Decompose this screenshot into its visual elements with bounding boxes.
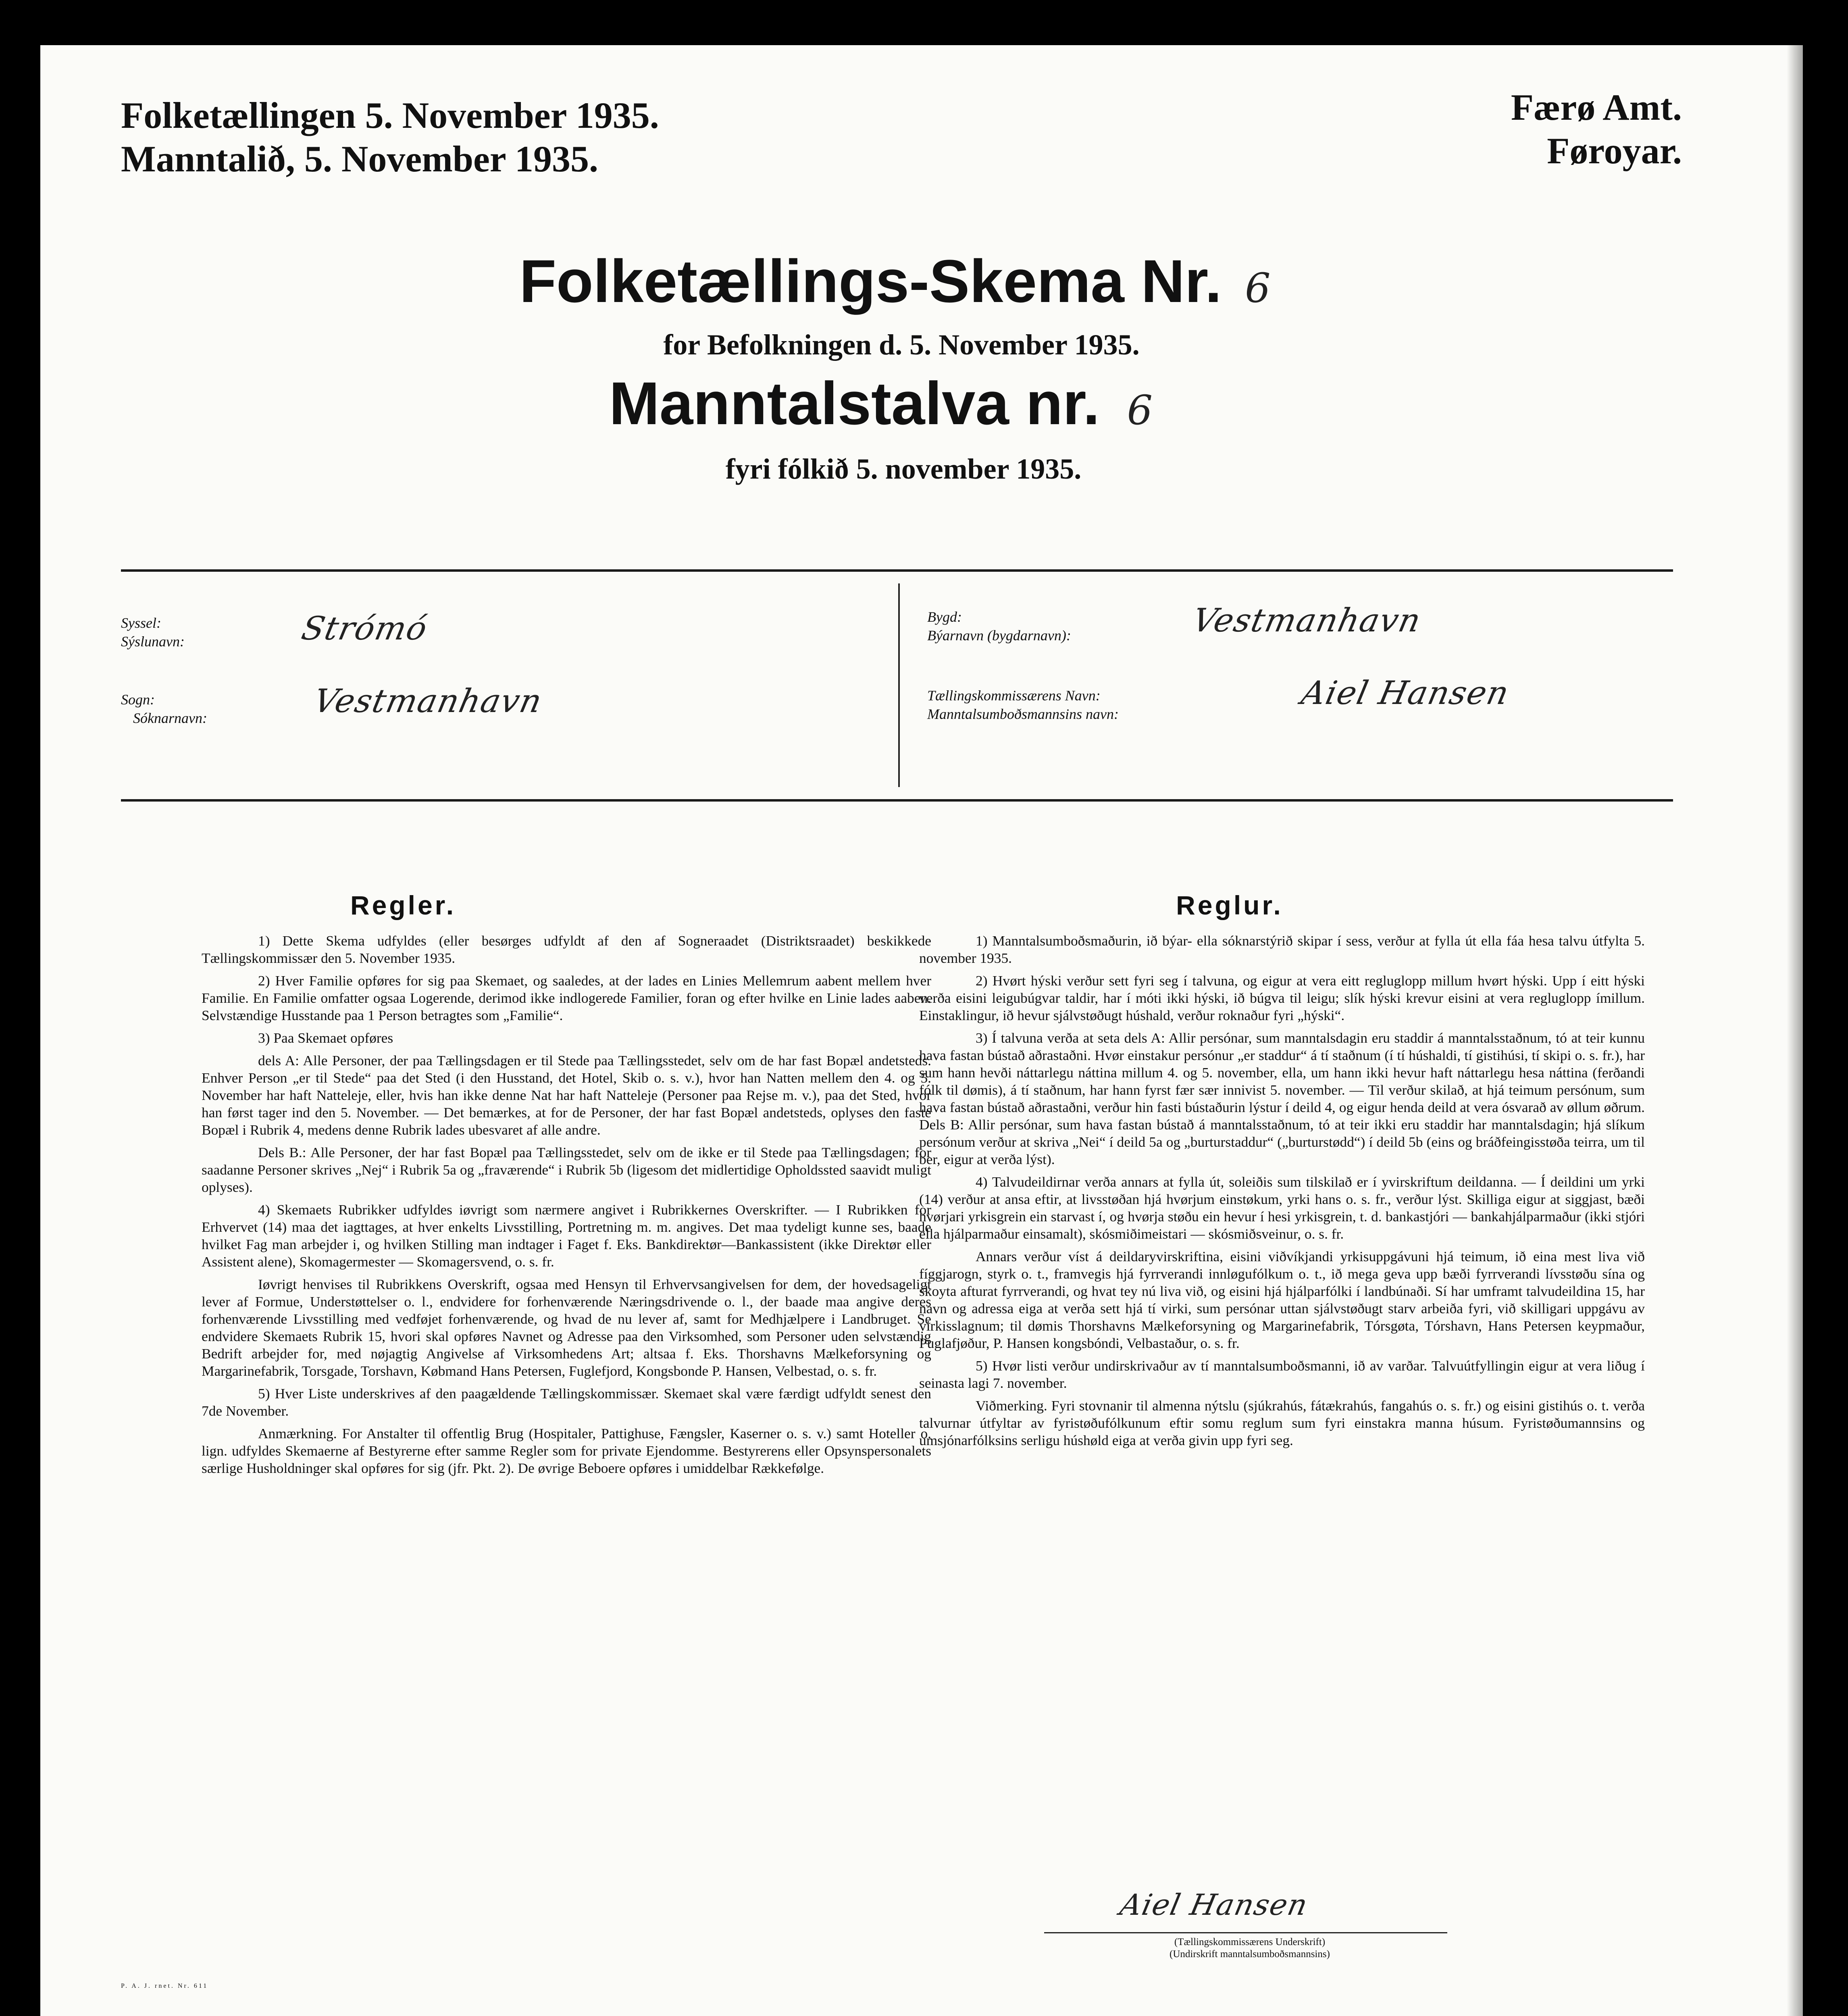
reglur-paragraph: 4) Talvudeildirnar verða annars at fylla út, soleiðis sum tilskilað er í yvirskriftum deildanna. — Í deildini um yrki (14) verður at ansa eftir, at livsstøðan hjá hvørjum einstøkum, yrki hans o. s. fr., verður lýst. Skilliga eigur at siggjast, bæði hvørjari yrkisgrein ein starvast í, og hvørja støðu ein hevur í hesi yrkisgrein, t. d. bankastjóri — bankahjálparmaður (ikki stjóri ella hjálparmaður einsamalt), skósmiðimeistari — skósmiðsveinur, o. s. fr. <box>919 1174 1645 1242</box>
syssel-value: Strómó <box>298 610 431 647</box>
census-form <box>40 45 1803 2016</box>
title-main2: Manntalstalva nr. <box>609 369 1100 437</box>
header-left <box>121 94 659 181</box>
regler-paragraph: 4) Skemaets Rubrikker udfyldes iøvrigt som nærmere angivet i Rubrikkernes Overskrifter. — I Rubrikken for Erhvervet (14) maa det iagttages, at hver enkelts Livsstilling, Portretning m. m. angives. Det maa tydeligt kunne ses, baade hvilket Fag man arbejder i, og hvilken Stilling man indtager i Faget f. Eks. Bankdirektør—Bankassistent (ikke Direktør eller Assistent alene), Skomagermester — Skomagersvend, o. s. fr. <box>202 1202 931 1270</box>
regler-paragraph: 2) Hver Familie opføres for sig paa Skemaet, og saaledes, at der lades en Linies Mellemrum aabent mellem hver Familie. En Familie omfatter ogsaa Logerende, derimod ikke indlogerede Familier, foran og efter hvilke en Linie lades aaben. Selvstændige Husstande paa 1 Person betragtes som „Familie“. <box>202 973 931 1023</box>
kommissaer-label-line2: Manntalsumboðsmannsins navn: <box>927 706 1119 722</box>
syssel-label-line1: Syssel: <box>121 615 161 631</box>
signature-caption-line1: (Tællingskommissærens Underskrift) <box>1174 1937 1326 1947</box>
regler-paragraph: 1) Dette Skema udfyldes (eller besørges udfyldt af den af Sogneraadet (Distriktsraadet) beskikkede Tællingskommissær den 5. November 1935. <box>202 933 931 966</box>
title-block <box>40 247 1803 487</box>
reglur-paragraph: Viðmerking. Fyri stovnanir til almenna nýtslu (sjúkrahús, fátækrahús, fangahús o. s. fr.) og eisini gistihús o. t. verða talvurnar útfyltar av fyristøðufólkunum eftir somu reglum sum fyri einstakra manna húsum. Fyristøðumannsins og umsjónarfólksins serligu húshøld eiga at verða givin upp fyri seg. <box>919 1397 1645 1448</box>
kommissaer-value: Aiel Hansen <box>1298 674 1513 712</box>
header-right-line1: Færø Amt. <box>1511 87 1682 128</box>
regler-paragraph: Dels B.: Alle Personer, der har fast Bopæl paa Tællingsstedet, selv om de ikke er til Stede paa Tællingsdagen; for saadanne Personer skrives „Nej“ i Rubrik 5a og „fraværende“ i Rubrik 5b (ligesom det midlertidige Opholdssted saavidt muligt oplyses). <box>202 1144 931 1195</box>
reglur-paragraph: 1) Manntalsumboðsmaðurin, ið býar- ella sóknarstýrið skipar í sess, verður at fylla út ella fáa hesa talvu útfylta 5. november 1935. <box>919 933 1645 966</box>
sogn-label-line1: Sogn: <box>121 691 155 708</box>
header-left-line1: Folketællingen 5. November 1935. <box>121 95 659 136</box>
bygd-label-line2: Býarnavn (bygdarnavn): <box>927 627 1071 644</box>
bygd-label-line1: Bygd: <box>927 609 962 625</box>
kommissaer-label <box>927 686 1119 723</box>
signature-value: Aiel Hansen <box>1117 1888 1311 1922</box>
reglur-paragraph: 3) Í talvuna verða at seta dels A: Allir persónar, sum manntalsdagin eru staddir á manntalsstaðnum, tó at teir kunnu hava fastan bústað aðrastaðni. Hvør einstakur persónur „er staddur“ á tí staðnum (í tí húshaldi, tí gistihúsi, tí skipi o. s. fr.), har sum hann hevði náttarlegu náttina millum 4. og 5. november, ella, um hann ikki hevur haft náttarlegu hesa náttina (ferðandi fólk til dømis), á tí staðnum, har hann fyrst fær sær innivist 5. november. — Til verður skilað, at hjá teimum persónum, sum hava fastan bústað aðrastaðni, verður hin fasti bústaðurin lýstur í deild 4, og eigur henda deild at vera ósvarað av øllum øðrum. Dels B: Allir persónar, sum hava fastan bústað á manntalsstaðnum, tó at teir ikki eru staddir har manntalsdagin; hjá slíkum persónum verður at skriva „Nei“ í deild 5a og „burturstaddur“ („burturstødd“) í deild 5b (eins og bráðfeingisstøða teirra, um til ber, eigur at verða lýst). <box>919 1030 1645 1167</box>
field-divider <box>898 583 900 787</box>
top-divider <box>121 569 1673 572</box>
title-sub2: fyri fólkið 5. november 1935. <box>725 453 1082 485</box>
regler-paragraph: dels A: Alle Personer, der paa Tællingsdagen er til Stede paa Tællingsstedet, selv om de har fast Bopæl andetsteds. Enhver Person „er til Stede“ paa det Sted (i den Husstand, det Hotel, Skib o. s. v.), hvor han Natten mellem den 4. og 5. November har haft Natteleje, eller, hvis han ikke denne Nat har haft Natteleje (Personer paa Rejse m. v.), paa det Sted, hvor han først tager ind den 5. November. — Det bemærkes, at for de Personer, der har fast Bopæl andetsteds, oplyses den faste Bopæl i Rubrik 4, medens denne Rubrik lades ubesvaret af alle andre. <box>202 1052 931 1138</box>
header-right <box>1511 85 1682 173</box>
header-right-line2: Føroyar. <box>1547 130 1682 171</box>
title-main2-number: 6 <box>1127 387 1154 434</box>
printer-mark: P. A. J. rnet. Nr. 611 <box>121 1983 208 1989</box>
sogn-value: Vestmanhavn <box>310 682 546 720</box>
regler-title: Regler. <box>350 890 456 920</box>
signature-line <box>1044 1932 1447 1933</box>
reglur-paragraph: 2) Hvørt hýski verður sett fyri seg í talvuna, og eigur at vera eitt regluglopp millum hvørt hýski. Upp í eitt hýski verða eisini leigubúgvar taldir, har í móti ikki hýski, ið búgva til leigu; slík hýski krevur eisini at vera regluglopp ímillum. Einstaklingur, ið hevur sjálvstøðugt húshald, verður roknaður fyri „hýski“. <box>919 973 1645 1023</box>
title-sub: for Befolkningen d. 5. November 1935. <box>663 329 1140 361</box>
reglur-paragraph: Annars verður víst á deildaryvirskriftina, eisini viðvíkjandi yrkisuppgávuni hjá teimum, ið eina mest liva við fíggjarogn, styrk o. t., framvegis hjá fyrrverandi innløgufólkum o. t., ið mega geva upp bæði fyrrverandi lívsstøðu sína og skoyta afturat fyrrverandi, og hvat tey nú liva við, og eisini hjá hjálparfólki í landbúnaði. Sí har umframt talvudeildina 15, har navn og adressa eiga at verða sett hjá tí virki, sum persónar uttan sjálvstøðugt starv arbeiða fyri, við skilligari uppgávu av virkisslagnum; til dømis Thorshavns Mælkeforsyning og Margarinefabrik, Tórsgøta, Tórshavn, Hans Petersen keypmaður, Puglafjøður, P. Hansen kongsbóndi, Velbastaður, o. s. fr. <box>919 1248 1645 1351</box>
regler-paragraph: Iøvrigt henvises til Rubrikkens Overskrift, ogsaa med Hensyn til Erhvervsangivelsen for dem, der hovedsageligt lever af Formue, Understøttelser o. l., endvidere for forhenværende Næringsdrivende o. l., der baade maa angive deres forhenværende Livsstilling med vedføjet forhenværende, og hvad de nu lever af, samt for Medhjælpere i Landbruget. Se endvidere Skemaets Rubrik 15, hvori skal opføres Navnet og Adresse paa den Virksomhed, som Personer uden selvstændig Bedrift arbejder for, med nøjagtig Angivelse af Virksomhedens Art; altsaa f. Eks. Thorshavns Mælkeforsyning og Margarinefabrik, Torsgade, Torshavn, Købmand Hans Petersen, Fuglefjord, Kongsbonde P. Hansen, Velbestad, o. s. fr. <box>202 1276 931 1379</box>
bottom-divider <box>121 799 1673 802</box>
kommissaer-label-line1: Tællingskommissærens Navn: <box>927 687 1101 704</box>
header-left-line2: Manntalið, 5. November 1935. <box>121 138 599 179</box>
reglur-paragraph: 5) Hvør listi verður undirskrivaður av tí manntalsumboðsmanni, ið av varðar. Talvuútfyllingin eigur at vera liðug í seinasta lagi 7. november. <box>919 1358 1645 1391</box>
regler-paragraph: 3) Paa Skemaet opføres <box>258 1030 393 1046</box>
bygd-value: Vestmanhavn <box>1189 602 1425 639</box>
syssel-label-line2: Sýslunavn: <box>121 633 185 650</box>
signature-caption <box>1109 1936 1391 1960</box>
regler-column <box>202 932 931 1477</box>
title-main-number: 6 <box>1245 264 1272 312</box>
title-main: Folketællings-Skema Nr. <box>519 247 1222 315</box>
signature-caption-line2: (Undirskrift manntalsumboðsmannsins) <box>1170 1949 1330 1960</box>
regler-paragraph: 5) Hver Liste underskrives af den paagældende Tællingskommissær. Skemaet skal være færdigt udfyldt senest den 7de November. <box>202 1385 931 1419</box>
bygd-label <box>927 608 1071 645</box>
sogn-label-line2: Sóknarnavn: <box>133 710 207 726</box>
regler-paragraph: Anmærkning. For Anstalter til offentlig Brug (Hospitaler, Pattighuse, Fængsler, Kaserner o. s. v.) samt Hoteller o. lign. udfyldes Skemaerne af Bestyrerne efter samme Regler som for private Ejendomme. Bestyrerens eller Opsynspersonalets særlige Husholdninger skal opføres for sig (jfr. Pkt. 2). De øvrige Beboere opføres i umiddelbar Rækkefølge. <box>202 1425 931 1476</box>
syssel-label <box>121 614 185 651</box>
reglur-column <box>919 932 1645 1449</box>
sogn-label <box>121 690 207 727</box>
reglur-title: Reglur. <box>1176 890 1283 920</box>
